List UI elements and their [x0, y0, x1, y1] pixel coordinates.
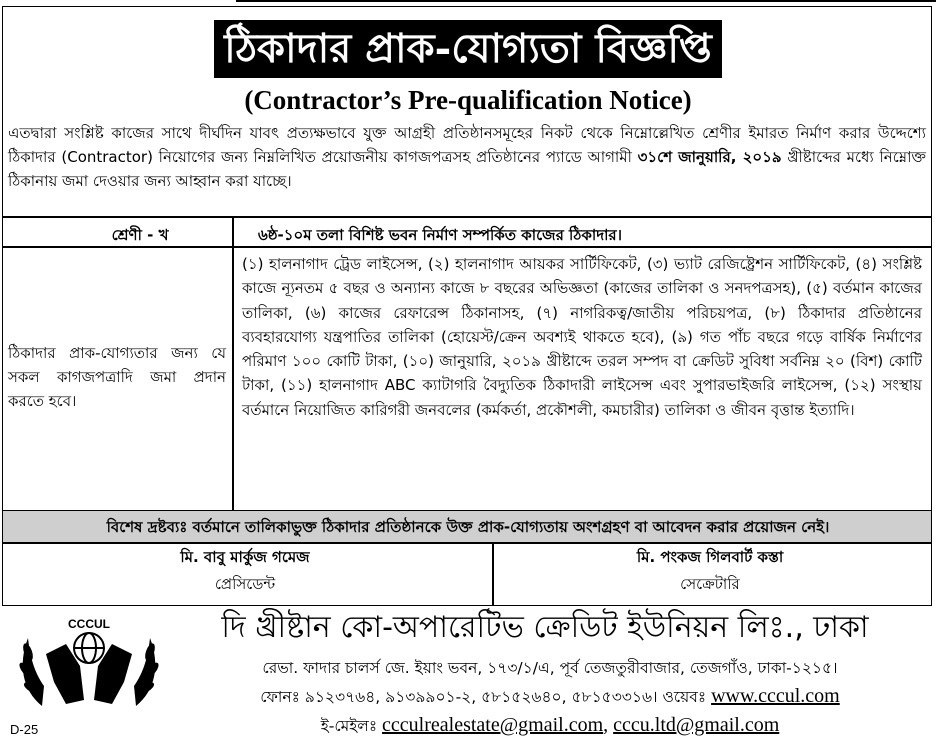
- notice-title-bangla: [0, 20, 936, 78]
- signatory-1-title: প্রেসিডেন্ট: [214, 575, 276, 593]
- globe-icon: [74, 633, 104, 663]
- signatory-2-title: সেক্রেটারি: [680, 575, 740, 593]
- email-link-2[interactable]: cccu.ltd@gmail.com: [613, 714, 780, 736]
- notice-title-english: (Contractor’s Pre-qualification Notice): [244, 85, 692, 115]
- organization-emails: [190, 711, 910, 740]
- organization-phone-web: [190, 682, 910, 711]
- table-column-divider: [232, 216, 234, 510]
- cccul-logo: [14, 608, 164, 720]
- intro-paragraph: [8, 121, 926, 193]
- signature-divider: [492, 542, 494, 606]
- title-bangla-text: ঠিকাদার প্রাক-যোগ্যতা বিজ্ঞপ্তি: [214, 20, 722, 78]
- intro-date: ৩১শে জানুয়ারি, ২০১৯: [637, 148, 782, 166]
- table-rule-note: [2, 542, 932, 544]
- email-separator: ,: [603, 714, 614, 736]
- table-rule-top: [2, 216, 932, 218]
- category-value: ৬ষ্ঠ-১০ম তলা বিশিষ্ট ভবন নির্মাণ সম্পর্কিত কাজের ঠিকাদার।: [258, 226, 623, 244]
- requirements-text: (১) হালনাগাদ ট্রেড লাইসেন্স, (২) হালনাগাদ আয়কর সার্টিফিকেট, (৩) ভ্যাট রেজিষ্ট্রেশন সার্টিফিকেট, (৪) সংশ্লিষ্ট কাজে ন্যূনতম ৫ বছর ও অন্যান্য কাজে ৮ বছরের অভিজ্ঞতা (কাজের তালিকা ও সনদপত্রসহ), (৫) বর্তমান কাজের তালিকা, (৬) কাজের রেফারেন্স ঠিকানাসহ, (৭) নাগরিকত্ব/জাতীয় পরিচয়পত্র, (৮) ঠিকাদার প্রতিষ্ঠানের ব্যবহারযোগ্য যন্ত্রপাতির তালিকা (হোয়েস্ট/ক্রেন অবশ্যই থাকতে হবে), (৯) গত পাঁচ বছরে গড়ে বার্ষিক নির্মাণের পরিমাণ ১০০ কোটি টাকা, (১০) জানুয়ারি, ২০১৯ খ্রীষ্টাব্দে তরল সম্পদ বা ক্রেডিট সুবিধা সর্বনিম্ন ২০ (বিশ) কোটি টাকা, (১১) হালনাগাদ ABC ক্যাটাগরি বৈদ্যুতিক ঠিকাদারী লাইসেন্স এবং সুপারভাইজরি লাইসেন্স, (১২) সংস্থায় বর্তমানে নিয়োজিত কারিগরী জনবলের (কর্মকর্তা, প্রকৌশলী, কমচারীর) তালিকা ও জীবন বৃত্তান্ত ইত্যাদি।: [242, 255, 922, 419]
- organization-contact: [190, 654, 910, 740]
- organization-address: রেভা. ফাদার চালর্স জে. ইয়াং ভবন, ১৭৩/১/এ, পূর্ব তেজতুরীবাজার, তেজগাঁও, ঢাকা-১২১৫।: [262, 659, 838, 677]
- organization-name: দি খ্রীষ্টান কো-অপারেটিভ ক্রেডিট ইউনিয়ন লিঃ., ঢাকা: [221, 610, 869, 645]
- top-rule: [236, 0, 936, 2]
- category-label: শ্রেণী - খ: [111, 226, 169, 244]
- requirements-label: ঠিকাদার প্রাক-যোগ্যতার জন্য যে সকল কাগজপত্রাদি জমা প্রদান করতে হবে।: [8, 344, 226, 410]
- logo-text: CCCUL: [68, 617, 110, 631]
- intro-after: খ্রীষ্টাব্দের মধ্যে নিম্নোক্ত ঠিকানায় জমা দেওয়ার জন্য আহ্বান করা যাচ্ছে।: [8, 148, 926, 190]
- email-link-1[interactable]: ccculrealestate@gmail.com: [382, 714, 604, 736]
- ad-code: D-25: [10, 722, 39, 737]
- signatory-2-name: মি. পংকজ গিলবার্ট কস্তা: [636, 548, 784, 566]
- email-label: ই-মেইলঃ: [320, 717, 383, 735]
- phone-numbers: ফোনঃ ৯১২৩৭৬৪, ৯১৩৯৯০১-২, ৫৮১৫২৬৪০, ৫৮১৫৩৩১৬। ওয়েবঃ: [260, 688, 712, 706]
- special-note: বিশেষ দ্রষ্টব্যঃ বর্তমানে তালিকাভুক্ত ঠিকাদার প্রতিষ্ঠানকে উক্ত প্রাক-যোগ্যতায় অংশগ্রহণ বা আবেদন করার প্রয়োজন নেই।: [106, 518, 830, 536]
- website-link[interactable]: www.cccul.com: [711, 685, 840, 707]
- intro-before: এতদ্বারা সংশ্লিষ্ট কাজের সাথে দীর্ঘদিন যাবৎ প্রত্যক্ষভাবে যুক্ত আগ্রহী প্রতিষ্ঠানসমূহের নিকট থেকে নিম্নোল্লেখিত শ্রেণীর ইমারত নির্মাণ করার উদ্দেশ্যে ঠিকাদার (Contractor) নিয়োগের জন্য নিম্নলিখিত প্রয়োজনীয় কাগজপত্রসহ প্রতিষ্ঠানের প্যাডে আগামী: [8, 124, 926, 166]
- signatory-1-name: মি. বাবু মার্কুজ গমেজ: [180, 548, 310, 566]
